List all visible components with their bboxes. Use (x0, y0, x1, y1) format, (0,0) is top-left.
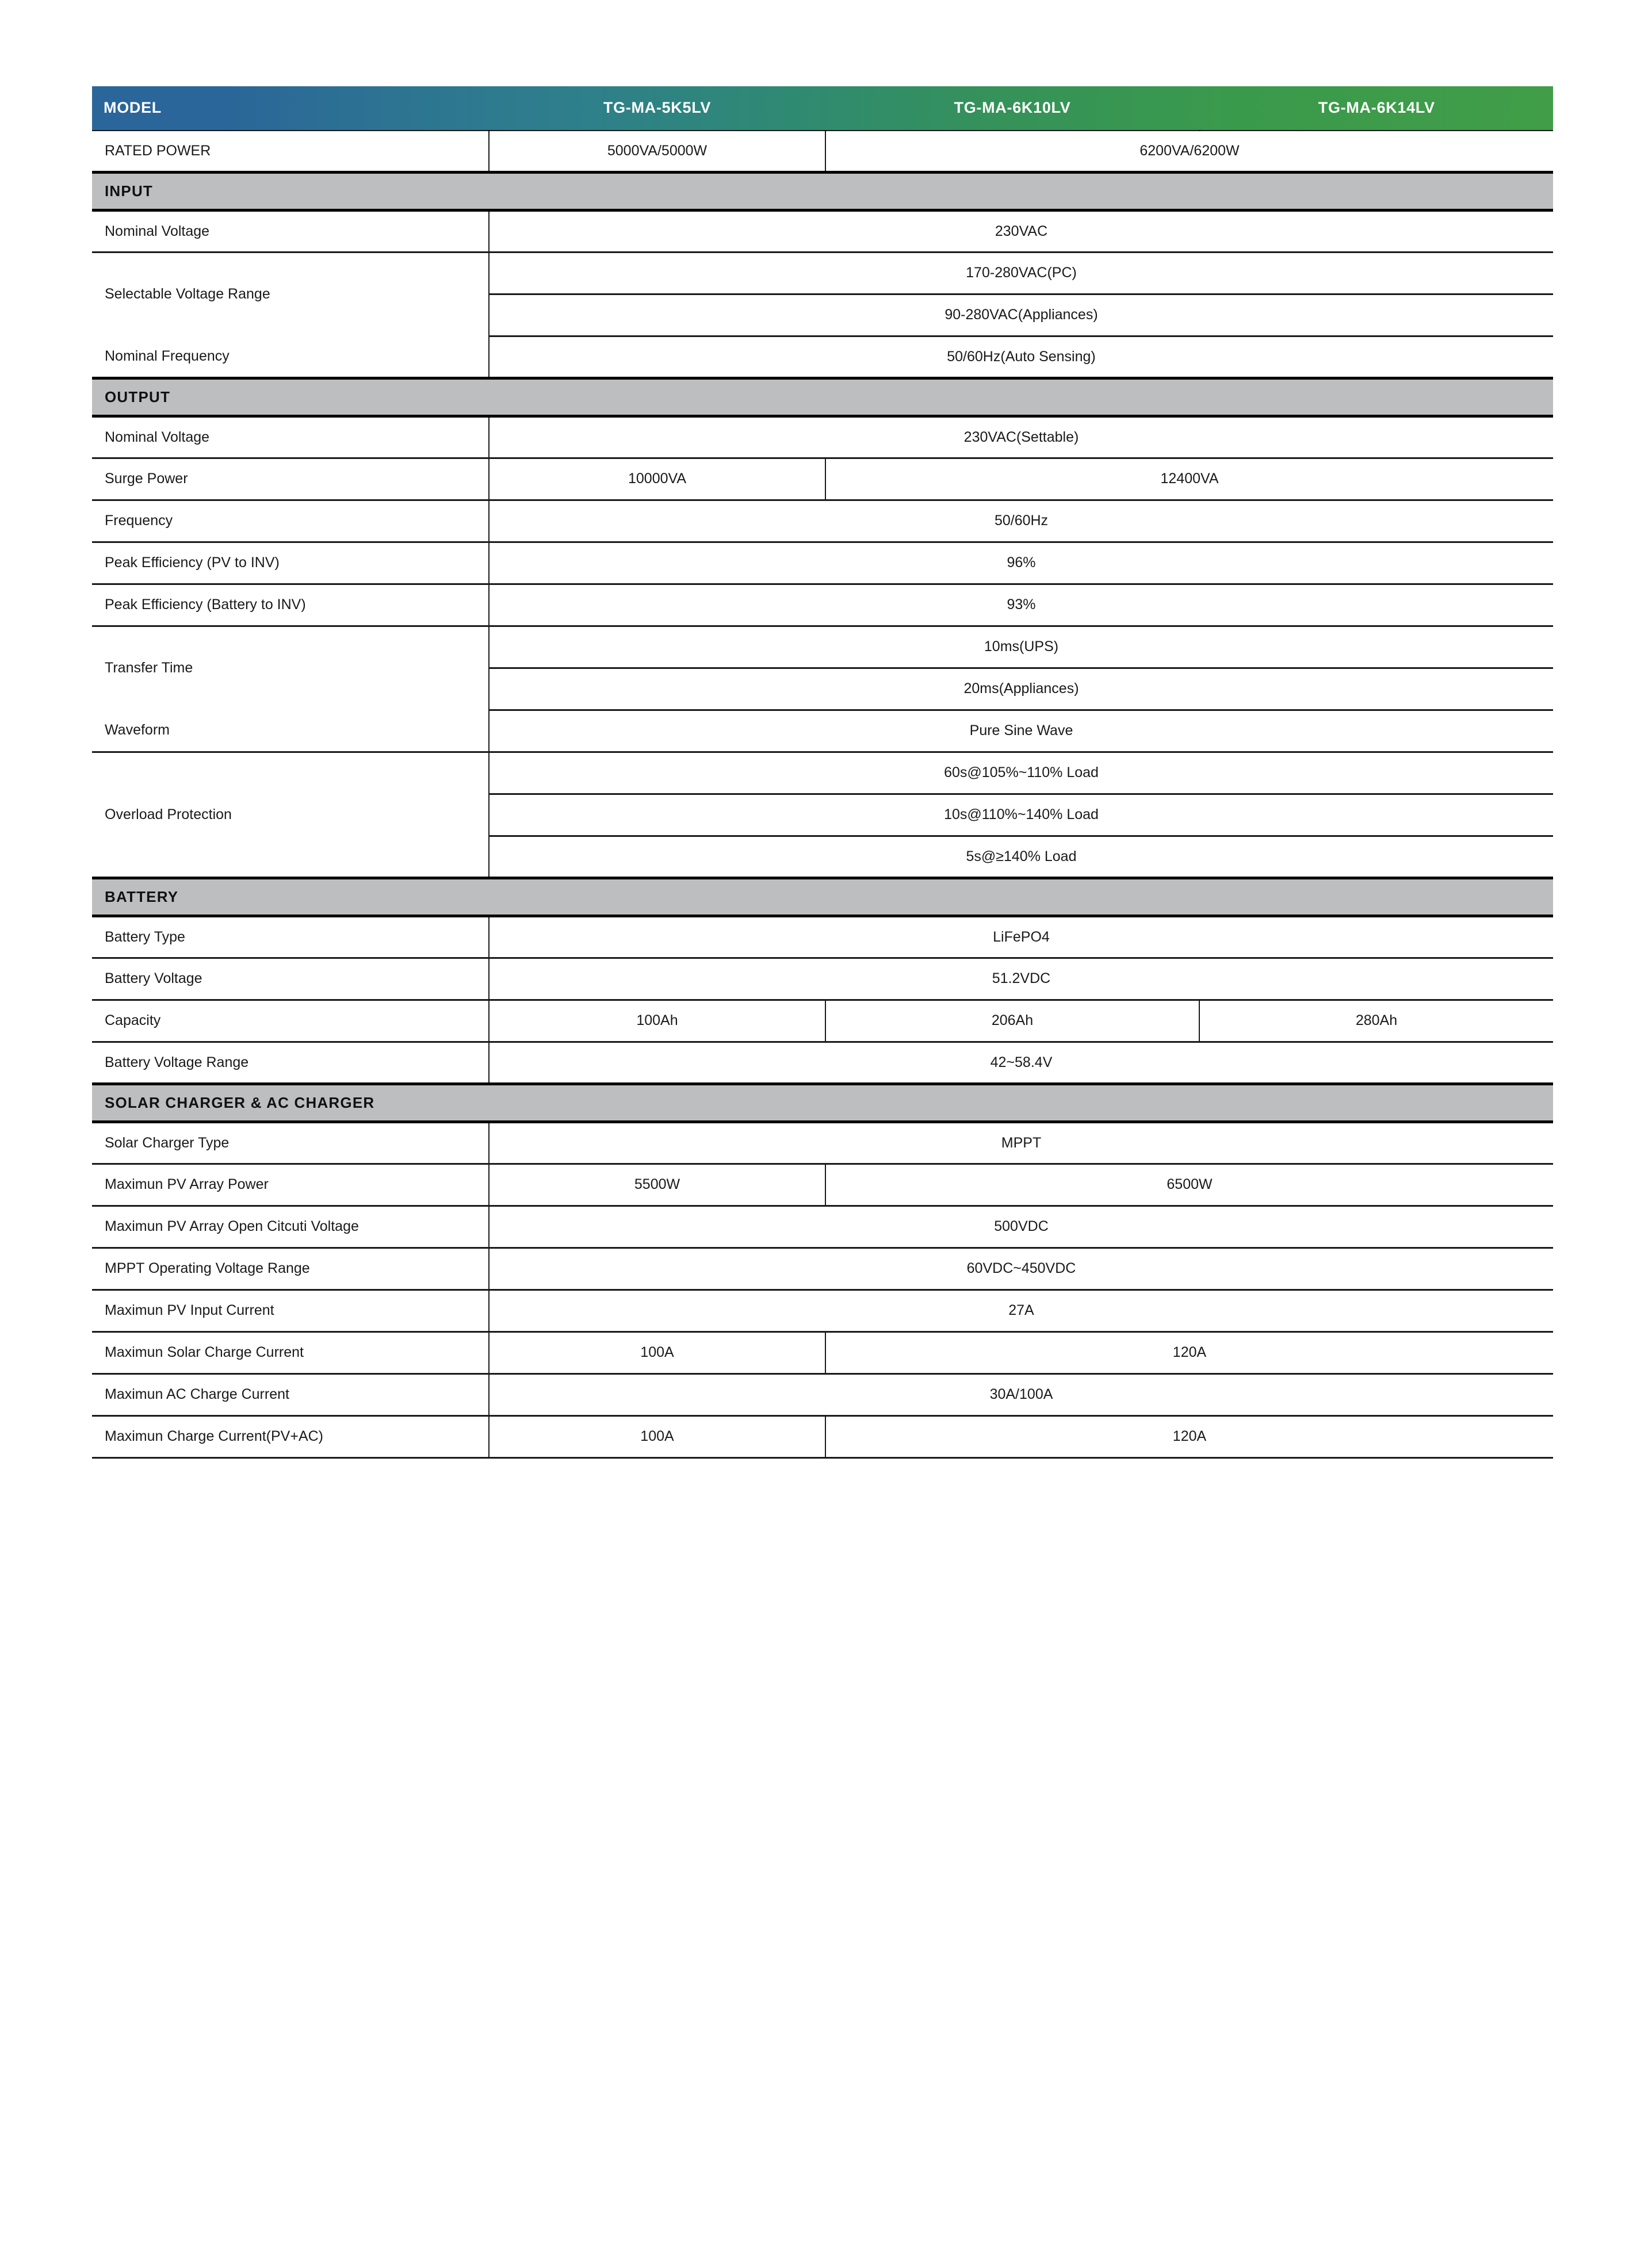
table-row (92, 336, 1553, 378)
row-value: 170-280VAC(PC) (489, 252, 1553, 294)
row-label: Maximun Charge Current(PV+AC) (92, 1415, 489, 1457)
row-label: Maximun PV Array Open Citcuti Voltage (92, 1206, 489, 1248)
table-row (92, 1206, 1553, 1248)
row-value: 60VDC~450VDC (489, 1248, 1553, 1290)
table-row-rated-power (92, 130, 1553, 172)
row-label: RATED POWER (92, 130, 489, 172)
row-value: 5s@≥140% Load (489, 836, 1553, 878)
row-label: Maximun AC Charge Current (92, 1374, 489, 1415)
table-row (92, 416, 1553, 458)
header-cell-model-1: TG-MA-5K5LV (489, 86, 825, 130)
header-cell-model-2: TG-MA-6K10LV (825, 86, 1199, 130)
row-value: 100A (489, 1332, 825, 1374)
row-label: Waveform (92, 710, 489, 752)
row-value: 10000VA (489, 458, 825, 500)
row-value: 90-280VAC(Appliances) (489, 294, 1553, 336)
table-body (92, 86, 1553, 1457)
row-value: 280Ah (1199, 1000, 1553, 1042)
row-value: 51.2VDC (489, 958, 1553, 1000)
row-value: 5500W (489, 1164, 825, 1206)
table-header-row (92, 86, 1553, 130)
row-label: Maximun PV Input Current (92, 1290, 489, 1332)
row-value: 93% (489, 584, 1553, 626)
row-label: Overload Protection (92, 752, 489, 878)
row-label: Battery Voltage (92, 958, 489, 1000)
table-row (92, 458, 1553, 500)
specification-table (92, 86, 1553, 1459)
table-row (92, 1122, 1553, 1164)
row-label: Maximun PV Array Power (92, 1164, 489, 1206)
section-title: BATTERY (92, 878, 1553, 916)
row-value: 42~58.4V (489, 1042, 1553, 1084)
row-label: Nominal Voltage (92, 210, 489, 252)
row-value: 100A (489, 1415, 825, 1457)
row-label: Peak Efficiency (Battery to INV) (92, 584, 489, 626)
row-value: 30A/100A (489, 1374, 1553, 1415)
header-cell-model-3: TG-MA-6K14LV (1318, 98, 1435, 116)
table-row (92, 1290, 1553, 1332)
row-value: 100Ah (489, 1000, 825, 1042)
row-value: 10ms(UPS) (489, 626, 1553, 668)
section-title: OUTPUT (92, 378, 1553, 416)
header-cell-model: MODEL (92, 86, 489, 130)
row-label: Nominal Voltage (92, 416, 489, 458)
table-row (92, 1374, 1553, 1415)
row-value: 50/60Hz (489, 500, 1553, 542)
row-value: 27A (489, 1290, 1553, 1332)
row-value: 206Ah (825, 1000, 1199, 1042)
section-header-row (92, 378, 1553, 416)
section-header-row (92, 172, 1553, 210)
table-row (92, 542, 1553, 584)
row-value: 120A (825, 1415, 1553, 1457)
table-row (92, 958, 1553, 1000)
row-value: Pure Sine Wave (489, 710, 1553, 752)
section-header-row (92, 878, 1553, 916)
row-value: 500VDC (489, 1206, 1553, 1248)
section-header-row (92, 1084, 1553, 1122)
row-label: Frequency (92, 500, 489, 542)
row-value: 5000VA/5000W (489, 130, 825, 172)
row-value: MPPT (489, 1122, 1553, 1164)
section-title: SOLAR CHARGER & AC CHARGER (92, 1084, 1553, 1122)
row-label: Peak Efficiency (PV to INV) (92, 542, 489, 584)
row-label: MPPT Operating Voltage Range (92, 1248, 489, 1290)
row-label: Nominal Frequency (92, 336, 489, 378)
row-value: 50/60Hz(Auto Sensing) (489, 336, 1553, 378)
row-label: Transfer Time (92, 626, 489, 710)
table-row (92, 500, 1553, 542)
table-row (92, 626, 1553, 668)
row-value: 60s@105%~110% Load (489, 752, 1553, 794)
row-label: Battery Type (92, 916, 489, 958)
row-value: 12400VA (825, 458, 1553, 500)
row-value: 6500W (825, 1164, 1553, 1206)
table-row (92, 1164, 1553, 1206)
section-title: INPUT (92, 172, 1553, 210)
row-value: 20ms(Appliances) (489, 668, 1553, 710)
table-row (92, 1332, 1553, 1374)
row-value: 10s@110%~140% Load (489, 794, 1553, 836)
table-row (92, 710, 1553, 752)
table-row (92, 752, 1553, 794)
table-row (92, 916, 1553, 958)
table-row (92, 252, 1553, 294)
table-row (92, 210, 1553, 252)
row-label: Selectable Voltage Range (92, 252, 489, 336)
row-label: Surge Power (92, 458, 489, 500)
table-row (92, 1042, 1553, 1084)
row-label: Capacity (92, 1000, 489, 1042)
table-row (92, 1248, 1553, 1290)
table-row (92, 584, 1553, 626)
row-value: 230VAC(Settable) (489, 416, 1553, 458)
row-label: Battery Voltage Range (92, 1042, 489, 1084)
row-value: 120A (825, 1332, 1553, 1374)
row-label: Solar Charger Type (92, 1122, 489, 1164)
row-value: LiFePO4 (489, 916, 1553, 958)
table-row (92, 1000, 1553, 1042)
row-value: 6200VA/6200W (825, 130, 1553, 172)
row-label: Maximun Solar Charge Current (92, 1332, 489, 1374)
table-row (92, 1415, 1553, 1457)
row-value: 96% (489, 542, 1553, 584)
row-value: 230VAC (489, 210, 1553, 252)
